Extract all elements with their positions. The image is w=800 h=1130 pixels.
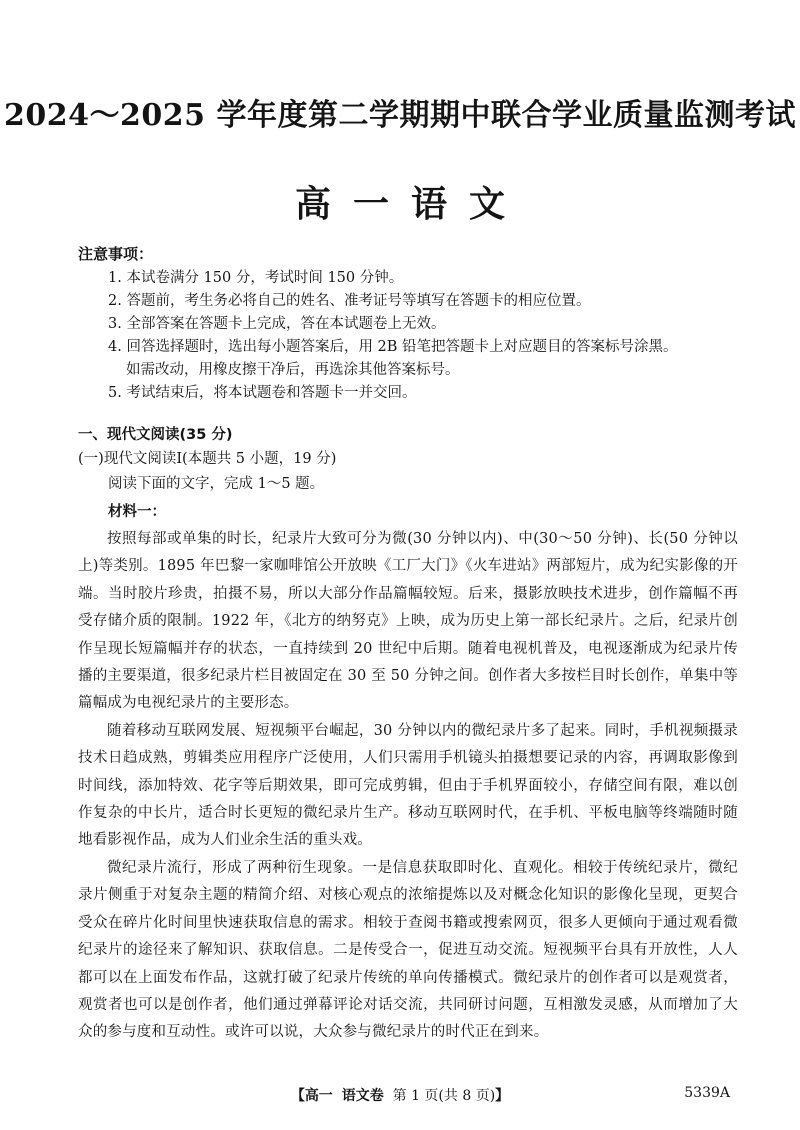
footer-paper-code: 5339A bbox=[684, 1085, 730, 1101]
footer-page-number: 第 1 页(共 8 页) bbox=[392, 1088, 496, 1104]
notes-heading: 注意事项： bbox=[78, 245, 154, 263]
note-item: 2. 答题前，考生务必将自己的姓名、准考证号等填写在答题卡的相应位置。 bbox=[108, 293, 591, 309]
note-item: 3. 全部答案在答题卡上完成，答在本试题卷上无效。 bbox=[108, 316, 446, 332]
footer-open-bracket: 【 bbox=[290, 1088, 305, 1104]
note-item: 1. 本试卷满分 150 分，考试时间 150 分钟。 bbox=[108, 270, 404, 286]
note-item bbox=[108, 336, 748, 382]
footer-close-bracket: 】 bbox=[495, 1088, 510, 1104]
note-item-text: 4. 回答选择题时，选出每小题答案后，用 2B 铅笔把答题卡上对应题目的答案标号涂黑。 bbox=[108, 339, 678, 355]
notes-block bbox=[78, 243, 748, 405]
section-heading: 一、现代文阅读(35 分) bbox=[78, 427, 233, 443]
notes-list bbox=[78, 267, 748, 405]
reading-instruction: 阅读下面的文字，完成 1～5 题。 bbox=[108, 476, 325, 492]
footer-grade: 高一 bbox=[304, 1088, 333, 1104]
subsection-heading: (一)现代文阅读Ⅰ(本题共 5 小题，19 分) bbox=[78, 451, 337, 467]
subject-title: 高一语文 bbox=[294, 183, 527, 225]
note-item: 5. 考试结束后，将本试题卷和答题卡一并交回。 bbox=[108, 385, 417, 401]
material-paragraph: 按照每部或单集的时长，纪录片大致可分为微(30 分钟以内)、中(30～50 分钟)、长(50 分钟以上)等类别。1895 年巴黎一家咖啡馆公开放映《工厂大门》《火车进站》两部短片，成为纪实影像的开端。当时胶片珍贵，拍摄不易，所以大部分作品篇幅较短。后来，摄影放映技术进步，创作篇幅不再受存储介质的限制。1922 年，《北方的纳努克》上映，成为历史上第一部长纪录片。之后，纪录片创作呈现长短篇幅并存的状态，一直持续到 20 世纪中后期。随着电视机普及，电视逐渐成为纪录片传播的主要渠道，很多纪录片栏目被固定在 30 至 50 分钟之间。创作者大多按栏目时长创作，单集中等篇幅成为电视纪录片的主要形态。 bbox=[78, 531, 738, 712]
footer-label bbox=[0, 1085, 800, 1105]
material-label: 材料一： bbox=[108, 504, 166, 520]
material-paragraph: 微纪录片流行，形成了两种衍生现象。一是信息获取即时化、直观化。相较于传统纪录片，微纪录片侧重于对复杂主题的精简介绍、对核心观点的浓缩提炼以及对概念化知识的影像化呈现，更契合受众在碎片化时间里快速获取信息的需求。相较于查阅书籍或搜索网页，很多人更倾向于通过观看微纪录片的途径来了解知识、获取信息。二是传受合一，促进互动交流。短视频平台具有开放性，人人都可以在上面发布作品，这就打破了纪录片传统的单向传播模式。微纪录片的创作者可以是观赏者，观赏者也可以是创作者，他们通过弹幕评论对话交流，共同研讨问题，互相激发灵感，从而增加了大众的参与度和互动性。或许可以说，大众参与微纪录片的时代正在到来。 bbox=[78, 859, 738, 1041]
footer-paper: 语文卷 bbox=[341, 1088, 384, 1104]
note-item-continuation: 如需改动，用橡皮擦干净后，再选涂其他答案标号。 bbox=[126, 362, 460, 378]
exam-title: 2024～2025 学年度第二学期期中联合学业质量监测考试 bbox=[4, 98, 796, 133]
material-paragraph: 随着移动互联网发展、短视频平台崛起，30 分钟以内的微纪录片多了起来。同时，手机视频摄录技术日趋成熟，剪辑类应用程序广泛使用，人们只需用手机镜头拍摄想要记录的内容，再调取影像到时间线，添加特效、花字等后期效果，即可完成剪辑，但由于手机界面较小，存储空间有限，难以创作复杂的中长片，适合时长更短的微纪录片生产。移动互联网时代，在手机、平板电脑等终端随时随地看影视作品，成为人们业余生活的重头戏。 bbox=[78, 722, 738, 849]
reading-section bbox=[78, 423, 738, 1047]
